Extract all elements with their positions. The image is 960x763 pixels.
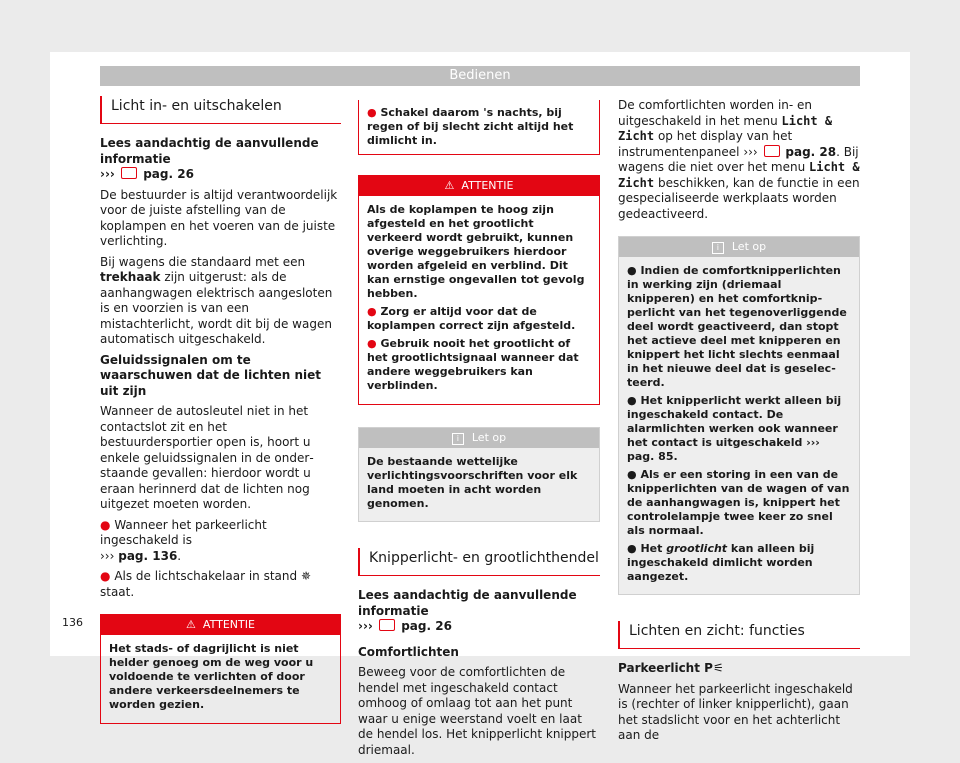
page-reference-link[interactable]: pag. 136 <box>118 548 178 563</box>
parking-light-icon: P⚟ <box>704 661 724 675</box>
note-header: i Let op <box>619 237 859 257</box>
book-icon <box>764 145 780 157</box>
bullet-item: ● Het knipperlicht werkt alleen bij ingeschakeld contact. De alarmlichten werken ook wanneer het contact is uitgeschakeld ››› pag. 85. <box>627 394 842 463</box>
bullet-icon: ● <box>100 517 111 532</box>
bullet-item: ● Schakel daarom 's nachts, bij regen of bij slecht zicht altijd het dimlicht in. <box>367 106 574 147</box>
subheading: Parkeerlicht P⚟ <box>618 661 724 675</box>
info-icon: i <box>712 242 724 254</box>
warning-text: Het stads- of dagrijlicht is niet helder genoeg om de weg voor u voldoende te verlichten of door andere verkeersdeelnemers te worden gezien. <box>109 642 314 711</box>
intro-text: Lees aandachtig de aanvullende informatie ››› pag. 26 <box>358 588 577 633</box>
warning-header: ⚠ ATTENTIE <box>359 176 599 196</box>
page-number: 136 <box>62 616 83 629</box>
bullet-icon: ● <box>100 569 111 583</box>
page-reference-link[interactable]: pag. 28 <box>785 144 837 159</box>
bullet-item: ● Als er een storing in een van de knipperlichten van de wagen of van de aanhangwagen is, knippert het controlelampje twee keer zo snel als normaal. <box>627 468 850 537</box>
bullet-item: ● Het grootlicht kan alleen bij ingeschakeld dimlicht worden aangezet. <box>627 542 815 583</box>
bullet-icon: ● <box>627 394 637 407</box>
section-title: Knipperlicht- en grootlichthendel <box>358 548 600 576</box>
bullet-icon: ● <box>627 468 637 481</box>
warning-icon: ⚠ <box>186 618 196 631</box>
subheading: Geluidssignalen om te waarschuwen dat de lichten niet uit zijn <box>100 352 322 398</box>
bullet-icon: ● <box>367 337 377 350</box>
section-title: Licht in- en uitschakelen <box>100 96 341 124</box>
bullet-icon: ● <box>367 106 377 119</box>
paragraph: Wanneer de autosleutel niet in het contactslot zit en het bestuurdersportier open is, hoort u enkele geluidssignalen in de onderstaande gevallen: hierdoor wordt u eraan herinnerd dat de lichten nog uitgezet moeten worden. <box>100 404 314 511</box>
column-3 <box>618 98 860 749</box>
bullet-item: ● Indien de comfortknipperlichten in werking zijn (driemaal knipperen) en het comfortknipperlicht van het tegenoverliggende deel wordt geactiveerd, dan stopt het actieve deel met knipperen en knippert het licht slechts eenmaal in het nieuwe deel dat is geselecteerd. <box>627 264 847 389</box>
bullet-item: ● Zorg er altijd voor dat de koplampen correct zijn afgesteld. <box>367 305 576 332</box>
paragraph: De comfortlichten worden in- en uitgeschakeld in het menu Licht & Zicht op het display van het instrumentenpaneel ››› pag. 28. Bij wagens die niet over het menu Licht & Zicht beschikken, kan de functie in een gespecialiseerde werkplaats worden gedeactiveerd. <box>618 98 860 221</box>
arrow-icon: ››› <box>100 167 115 181</box>
bullet-icon: ● <box>627 264 637 277</box>
paragraph: De bestuurder is altijd verantwoordelijk voor de juiste afstelling van de koplampen en het voeren van de juiste verlichting. <box>100 187 338 248</box>
book-icon <box>379 619 395 631</box>
note-header: i Let op <box>359 428 599 448</box>
arrow-icon: ››› <box>743 144 758 159</box>
paragraph: Wanneer het parkeerlicht ingeschakeld is (rechter of linker knipperlicht), gaan het stadslicht voor en het achterlicht aan de <box>618 681 853 742</box>
column-1 <box>100 96 341 740</box>
warning-box-continued <box>358 100 600 155</box>
note-box <box>618 236 860 595</box>
note-text: De bestaande wettelijke verlichtingsvoorschriften voor elk land moeten in acht worden genomen. <box>367 455 578 510</box>
bullet-item: ● Gebruik nooit het grootlicht of het grootlichtsignaal wanneer dat andere weggebruikers kan verblinden. <box>367 337 579 392</box>
chapter-header: Bedienen <box>100 66 860 86</box>
column-2 <box>358 100 600 763</box>
arrow-icon: ››› <box>358 619 373 633</box>
arrow-icon: ››› <box>100 548 115 563</box>
warning-text: Als de koplampen te hoog zijn afgesteld en het grootlicht verkeerd wordt gebruikt, kunnen overige weggebruikers hierdoor worden afgeleid en verblind. Dit kan ernstige ongevallen tot gevolg hebben. <box>367 203 585 300</box>
bullet-item: ● Wanneer het parkeerlicht ingeschakeld is ››› pag. 136. <box>100 517 267 563</box>
warning-box <box>358 175 600 405</box>
intro-text: Lees aandachtig de aanvullende informatie ››› pag. 26 <box>100 136 319 181</box>
warning-header: ⚠ ATTENTIE <box>101 615 340 635</box>
paragraph: Beweeg voor de comfortlichten de hendel met ingeschakeld contact omhoog of omlaag tot aan het punt waar u enige weerstand voelt en laat de hendel los. Het knipperlicht knippert driemaal. <box>358 665 597 757</box>
page-reference-link[interactable]: pag. 26 <box>143 167 194 181</box>
book-icon <box>121 167 137 179</box>
arrow-icon: ››› <box>806 436 820 449</box>
subheading: Comfortlichten <box>358 644 459 659</box>
page-reference-link[interactable]: pag. 26 <box>401 619 452 633</box>
paragraph: Bij wagens die standaard met een trekhaak zijn uitgerust: als de aanhangwagen elektrisch aangesloten is en voorzien is van een mistachterlicht, wordt dit bij de wagen automatisch uitgeschakeld. <box>100 254 333 346</box>
section-title: Lichten en zicht: functies <box>618 621 860 649</box>
note-box <box>358 427 600 522</box>
bullet-icon: ● <box>627 542 637 555</box>
page-reference-link[interactable]: pag. 85 <box>627 450 674 463</box>
bullet-icon: ● <box>367 305 377 318</box>
bullet-item: ● Als de lichtschakelaar in stand ✵ staat. <box>100 569 311 599</box>
info-icon: i <box>452 433 464 445</box>
lightswitch-icon: ✵ <box>300 569 311 583</box>
warning-icon: ⚠ <box>444 179 455 192</box>
